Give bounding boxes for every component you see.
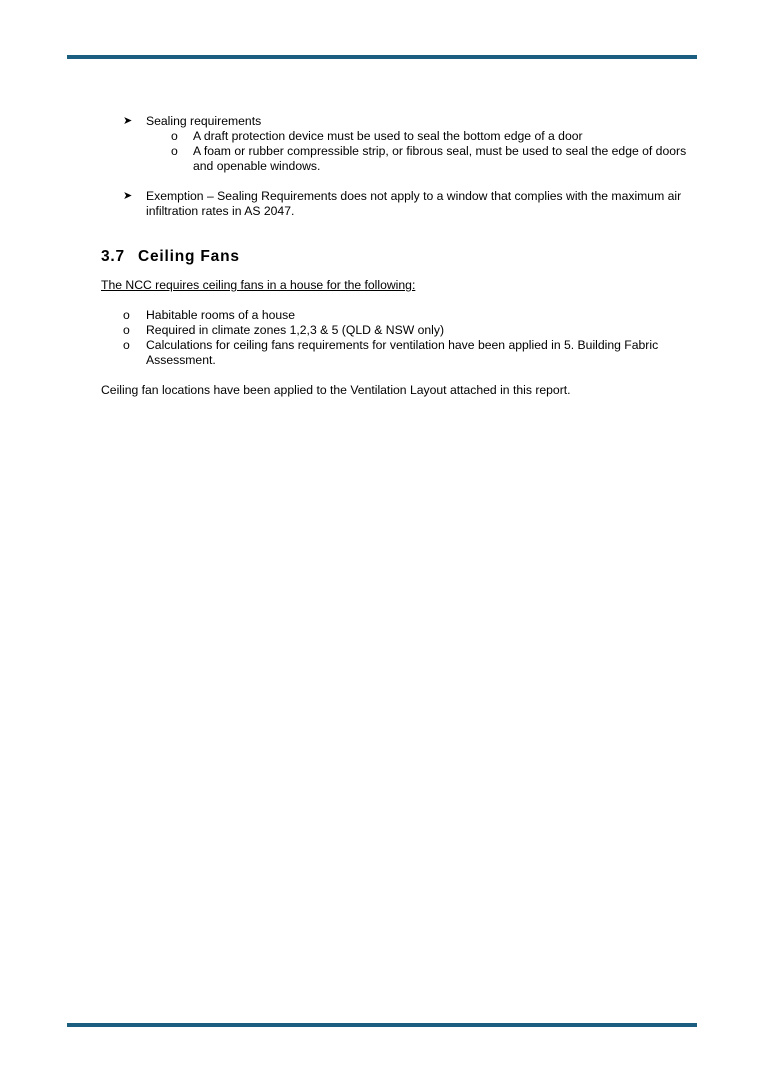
circle-bullet-icon: o [171,144,178,158]
exemption-item [101,189,697,219]
list-item-text: Calculations for ceiling fans requirements for ventilation have been applied in 5. Building Fabric Assessment. [146,338,659,367]
circle-bullet-icon: o [123,338,130,352]
footer-rule [67,1023,697,1027]
list-item [101,144,697,174]
circle-bullet-icon: o [171,129,178,143]
closing-paragraph: Ceiling fan locations have been applied to the Ventilation Layout attached in this report. [101,383,571,397]
exemption-text: Exemption – Sealing Requirements does not apply to a window that complies with the maximum air infiltration rates in AS 2047. [146,189,682,218]
list-item [101,323,697,338]
arrow-bullet-icon: ➤ [123,190,133,202]
list-item-text: Required in climate zones 1,2,3 & 5 (QLD & NSW only) [146,323,445,337]
list-item [101,129,697,144]
section-number: 3.7 [101,248,125,265]
section-title: Ceiling Fans [138,248,240,265]
arrow-bullet-icon: ➤ [123,115,133,127]
list-item-text: A foam or rubber compressible strip, or fibrous seal, must be used to seal the edge of doors and openable windows. [193,144,687,173]
sealing-title: Sealing requirements [146,114,262,128]
list-item-text: Habitable rooms of a house [146,308,296,322]
ceiling-fan-list [101,308,697,368]
section-intro: The NCC requires ceiling fans in a house for the following: [101,278,416,292]
page-content [101,114,697,398]
list-item [101,308,697,323]
list-item [101,338,697,368]
sealing-sub-list [101,129,697,174]
header-rule [67,55,697,59]
list-item-text: A draft protection device must be used to seal the bottom edge of a door [193,129,583,143]
sealing-requirements-item [101,114,697,129]
section-heading [101,249,697,264]
circle-bullet-icon: o [123,308,130,322]
circle-bullet-icon: o [123,323,130,337]
